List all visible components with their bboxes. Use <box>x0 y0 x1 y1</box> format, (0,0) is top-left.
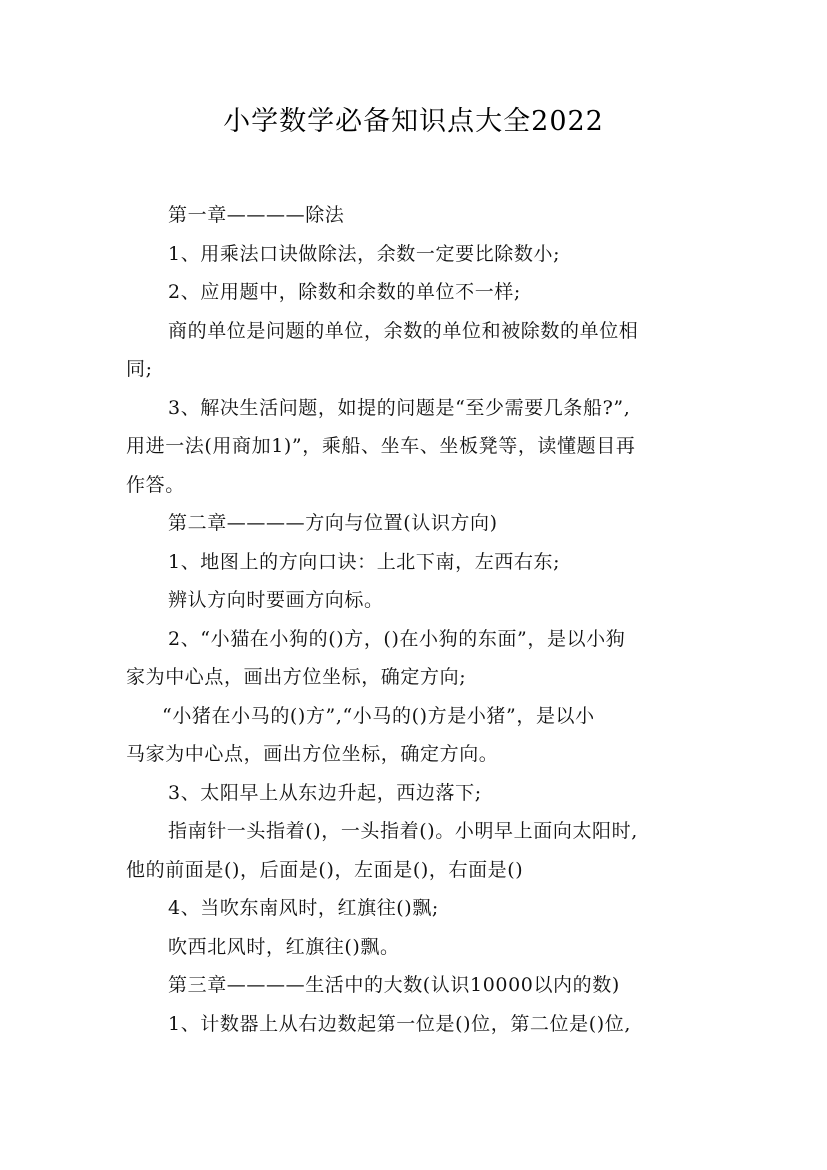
document-body <box>126 196 716 1043</box>
paragraph-line: 作答。 <box>126 473 185 496</box>
paragraph-line: 用进一法(用商加1)”，乘船、坐车、坐板凳等，读懂题目再 <box>126 435 636 457</box>
paragraph-line: 家为中心点，画出方位坐标，确定方向; <box>126 666 467 688</box>
paragraph-line: 辨认方向时要画方向标。 <box>168 589 384 611</box>
paragraph-line: 3、解决生活问题，如提的问题是“至少需要几条船?”, <box>168 396 631 419</box>
paragraph-line: 1、地图上的方向口诀：上北下南，左西右东; <box>168 550 561 573</box>
paragraph-line: 2、应用题中，除数和余数的单位不一样; <box>168 281 521 303</box>
paragraph-line: 商的单位是问题的单位，余数的单位和被除数的单位相 <box>168 319 639 342</box>
paragraph-line: 1、计数器上从右边数起第一位是()位，第二位是()位, <box>168 1012 631 1035</box>
paragraph-line: 2、“小猫在小狗的()方，()在小狗的东面”，是以小狗 <box>168 627 626 650</box>
chapter-heading: 第二章————方向与位置(认识方向) <box>168 512 498 534</box>
paragraph-line: “小猪在小马的()方”,“小马的()方是小猪”，是以小 <box>162 704 595 727</box>
paragraph-line: 马家为中心点，画出方位坐标，确定方向。 <box>126 743 499 765</box>
paragraph-line: 3、太阳早上从东边升起，西边落下; <box>168 781 482 804</box>
paragraph-line: 吹西北风时，红旗往()飘。 <box>168 935 400 958</box>
paragraph-line: 1、用乘法口诀做除法，余数一定要比除数小; <box>168 242 561 265</box>
paragraph-line: 同; <box>126 358 153 380</box>
paragraph-line: 指南针一头指着()，一头指着()。小明早上面向太阳时, <box>168 820 638 842</box>
chapter-heading: 第三章————生活中的大数(认识10000以内的数) <box>168 974 620 996</box>
paragraph-line: 他的前面是()，后面是()，左面是()，右面是() <box>126 858 524 881</box>
paragraph-line: 4、当吹东南风时，红旗往()飘; <box>168 897 439 919</box>
chapter-heading: 第一章————除法 <box>168 204 345 226</box>
document-title: 小学数学必备知识点大全2022 <box>223 106 604 137</box>
